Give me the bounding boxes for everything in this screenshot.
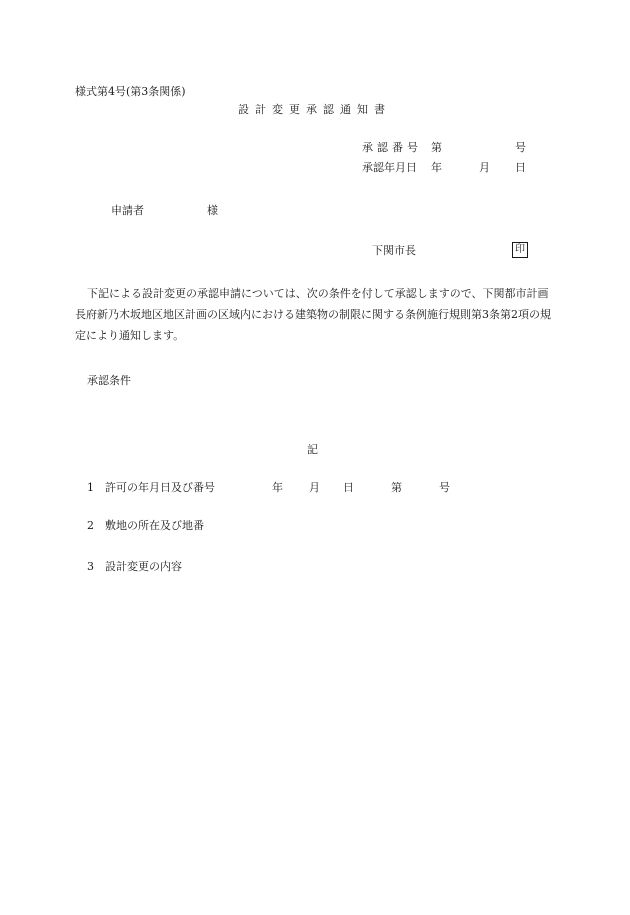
approval-number-dai: 第 [431,141,442,154]
approval-date-day: 日 [515,161,526,174]
item-2-label: 敷地の所在及び地番 [105,519,204,532]
approval-number-go: 号 [515,141,526,154]
item-1-label: 許可の年月日及び番号 [105,481,215,494]
approval-number-label: 承認番号 [362,141,422,154]
applicant-label: 申請者 [111,204,144,217]
item-1-day: 日 [343,481,354,494]
issuer-name: 下関市長 [372,244,416,257]
ki-heading: 記 [307,443,318,456]
document-title: 設計変更承認通知書 [238,103,391,116]
item-1-month: 月 [309,481,320,494]
item-1-go: 号 [439,481,450,494]
conditions-label: 承認条件 [87,374,131,387]
item-3-label: 設計変更の内容 [105,560,182,573]
item-1-number: 1 [87,481,94,494]
applicant-honorific: 様 [207,204,218,217]
item-2-number: 2 [87,519,94,532]
item-1-year: 年 [272,481,283,494]
approval-date-label: 承認年月日 [362,161,417,174]
form-label: 様式第4号(第3条関係) [75,85,186,98]
item-3-number: 3 [87,560,94,573]
approval-date-month: 月 [479,161,490,174]
item-1-dai: 第 [391,481,402,494]
seal-stamp: 印 [512,242,528,258]
body-paragraph: 下記による設計変更の承認申請については、次の条件を付して承認しますので、下関都市計画長府新乃木坂地区地区計画の区域内における建築物の制限に関する条例施行規則第3条第2項の規定により通知します。 [75,287,551,342]
approval-date-year: 年 [431,161,442,174]
